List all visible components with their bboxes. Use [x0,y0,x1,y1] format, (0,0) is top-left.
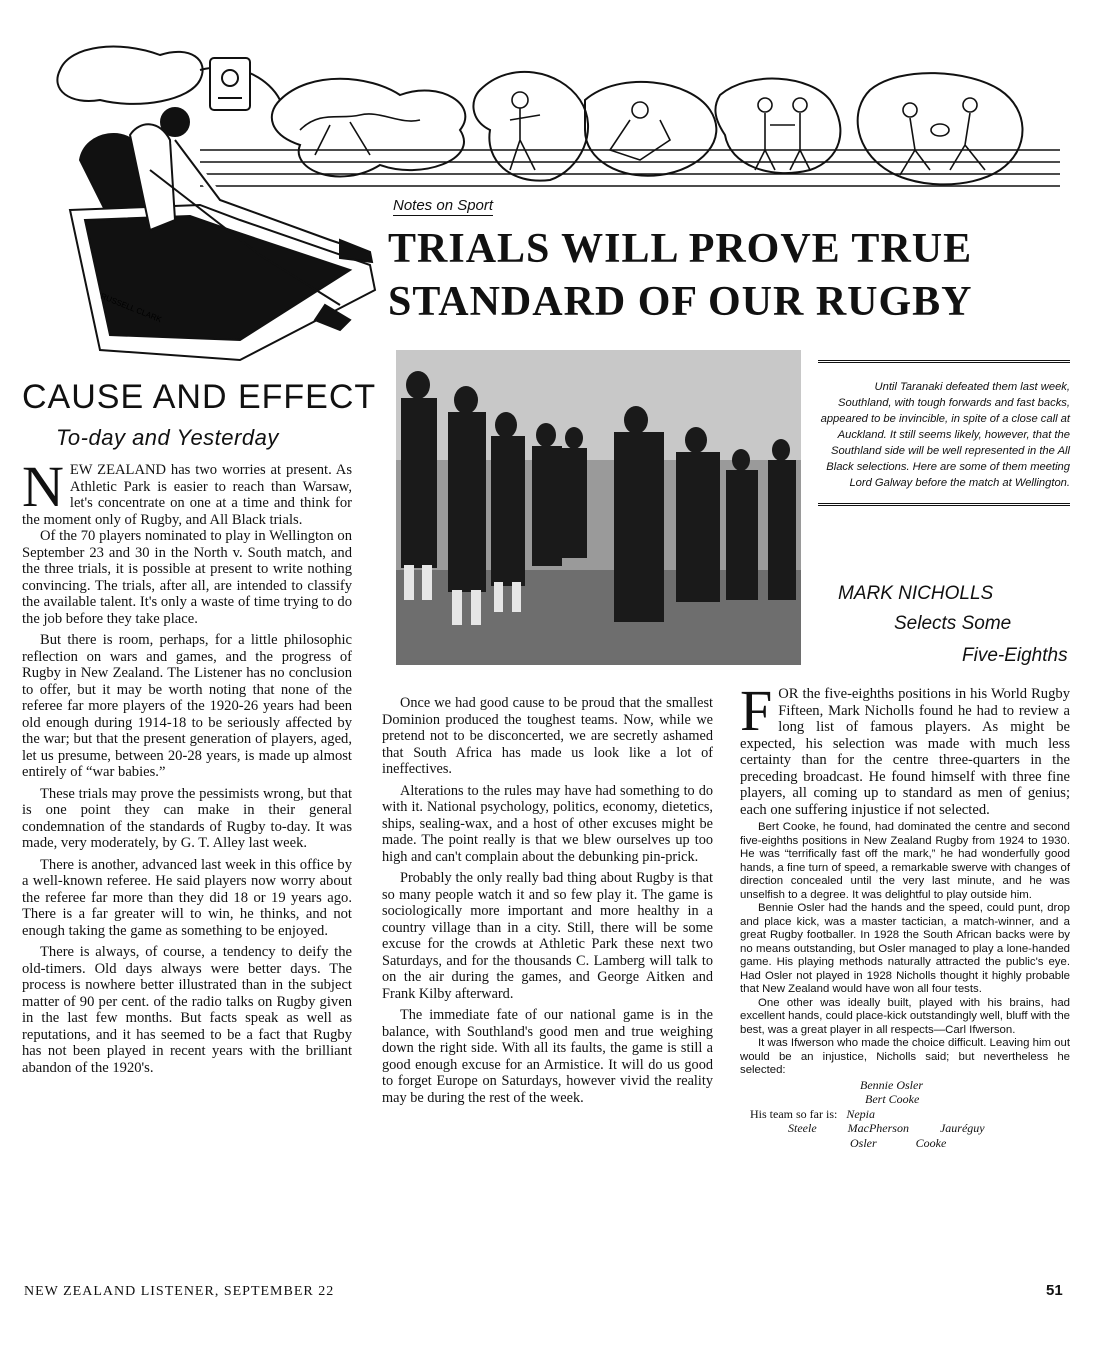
headline-line2: STANDARD OF OUR RUGBY [388,279,973,325]
left-para-6: There is always, of course, a tendency to deify the old-timers. Old days always were better days. The process is nowhere better illustrated than in the subject matter of 90 per cent. of the radio talks on Rugby given in the last few months. But facts speak as well as reputations, and it has seemed to be a fact that Rugby has not been played in recent years with the brilliant abandon of the 1920's. [22,944,352,1076]
selected-player-1: Bennie Osler [860,1077,923,1092]
middle-para-4: The immediate fate of our national game is in the balance, with Southland's good men and true weighing down the right side. With all its faults, the game is still a good enough excuse for an Armistice. It will do us good to forget Europe on Saturdays, however vivid the reality may be during the rest of the week. [382,1007,713,1106]
middle-para-2: Alterations to the rules may have had something to do with it. National psychology, politics, economy, dietetics, ships, sealing-wax, and a host of other excuses might be made. The point really is that we blew ourselves up too high and can't complain about the debunking pin-prick. [382,782,713,865]
left-para-5: There is another, advanced last week in this office by a well-known referee. He said players now worry about the referee far more than they did 18 or 19 years ago. There is a far greater will to win, he thinks, and not enough taking the game as something to be enjoyed. [22,856,352,939]
footer-page-number: 51 [1046,1282,1063,1299]
left-para-4: These trials may prove the pessimists wrong, but that is one point they can make in their general condemnation of the standards of Rugby to-day. It was made, very moderately, by G. T. Alley last week. [22,785,352,851]
selected-player-2: Bert Cooke [865,1092,920,1106]
right-para-1 [740,678,1070,818]
left-para-3: But there is room, perhaps, for a little philosophic reflection on wars and games, and the progress of Rugby in New Zealand. The Listener has no conclusion to offer, but it may be worth noting that none of the referee far more players of the 1920-26 years had been old enough during 1914-18 to be seriously affected by the war; but that the present generation of players, aged, let us presume, between 20-28 years, is made up almost entirely of “war babies.” [22,632,352,780]
team-line-3 [740,1136,1070,1151]
footer-publication: NEW ZEALAND LISTENER, SEPTEMBER 22 [24,1284,335,1299]
byline-name: MARK NICHOLLS [838,583,994,604]
middle-para-1: Once we had good cause to be proud that the smallest Dominion produced the toughest teams. Now, while we pretend not to be disconcerted, we are secretly ashamed that South Africa has made us look like a lot of ineffectives. [382,695,713,777]
team-intro: His team so far is: [750,1106,838,1121]
byline-line3: Five-Eighths [962,645,1068,666]
team-player-jaureguy: Jauréguy [939,1121,985,1135]
left-article-subtitle: To-day and Yesterday [56,425,279,450]
team-player-cooke: Cooke [915,1135,947,1150]
photo-caption: Until Taranaki defeated them last week, Southland, with tough forwards and fast backs, appeared to be invincible, in spite of a close call at Auckland. It still seems likely, however, that the Southland side will be well represented in the All Black selections. Here are some of them meeting Lord Galway before the match at Wellington. [820,381,1070,489]
byline-line2: Selects Some [894,613,1012,634]
left-article-body [22,454,352,1076]
artist-signature: RUSSELL CLARK [99,291,163,325]
team-photo [396,350,801,665]
team-player-osler: Osler [850,1135,877,1150]
banner-illustration [40,30,1080,390]
headline-line1: TRIALS WILL PROVE TRUE [388,226,973,272]
middle-article-body [382,695,713,1106]
armchair-man [70,108,375,360]
photo-players-meeting-lord-galway [396,350,801,665]
left-para-1 [22,454,352,528]
right-para-3: Bennie Osler had the hands and the speed, could punt, drop and place kick, was a master tactician, a match-winner, and a great Rugby footballer. In 1928 the South African backs were by no means outstanding, but Osler managed to play a lone-handed game. His playing methods naturally attracted the public's eye. Had Osler not played in 1928 Nicholls thought it highly probable that New Zealand would have won all four tests. [740,902,1070,995]
right-para-1-text: OR the five-eighths positions in his World Rugby Fifteen, Mark Nicholls found he had to review a long list of famous players. As might be expected, his selection was made with much less certainty than for the centre three-quarters in the preceding broadcast. He found himself with three fine players, all coming up to standard as men of genius; each one suffering injustice if not selected. [740,686,1070,818]
middle-para-3: Probably the only really bad thing about Rugby is that so many people watch it and so few play it. The game is sociologically more important and more healthy in a country village than in a city. Still, there will be some excuse for the crowds at Athletic Park these next two Saturdays, and for the thousands C. Lamberg will talk to on the air during the games, and George Aitken and Frank Kilby afterward. [382,870,713,1002]
sports-cartoon-illustration [40,30,1080,390]
left-dropcap: N [22,454,64,519]
right-dropcap: F [740,678,773,743]
team-player-nepia: Nepia [846,1106,875,1121]
team-line-2 [740,1121,1070,1136]
section-label: Notes on Sport [393,197,494,214]
left-para-1-text: EW ZEALAND has two worries at present. As Athletic Park is easier to reach than Warsaw, let's concentrate on one at a time and think for the moment only of Rugby, and All Black trials. [22,462,352,528]
right-article-body [740,678,1070,1150]
right-para-2: Bert Cooke, he found, had dominated the centre and second five-eighths positions in New Zealand Rugby from 1924 to 1930. He was “terrifically fast off the mark,” he had wonderfully good hands, a fine turn of speed, a remarkable swerve with changes of direction concealed until the very last minute, and he was unselfish to a degree. It was delightful to play outside him. [740,821,1070,901]
radio-set [210,58,250,110]
team-line-1 [740,1107,1070,1122]
photo-caption-box [818,360,1070,506]
left-para-2: Of the 70 players nominated to play in Wellington on September 23 and 30 in the North v. South match, and the three trials, it is possible at present to write nothing convincing. The trials, after all, are intended to classify the available talent. It's only a waste of time trying to do the job before they take place. [22,528,352,627]
left-article-title: CAUSE AND EFFECT [22,378,377,416]
right-para-5: It was Ifwerson who made the choice difficult. Leaving him out would be an injustice, Nicholls said; but nevertheless he selected: [740,1037,1070,1076]
team-player-steele: Steele [788,1121,817,1135]
right-para-4: One other was ideally built, played with his brains, had excellent hands, could place-kick outstandingly well, bluff with the best, was a great player in all respects—Carl Ifwerson. [740,996,1070,1036]
team-player-macpherson: MacPherson [847,1121,909,1135]
